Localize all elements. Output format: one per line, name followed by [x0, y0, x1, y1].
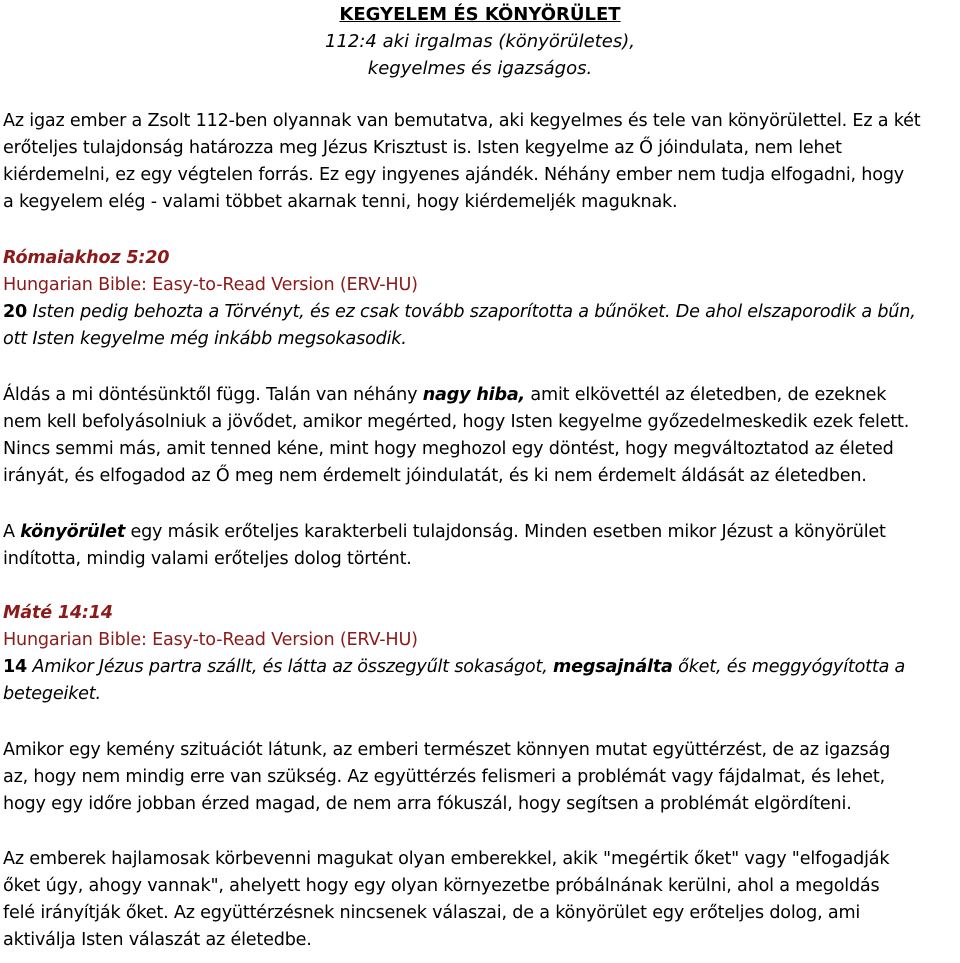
- paragraph-line-4: aktiválja Isten válaszát az életedbe.: [3, 930, 312, 950]
- scripture-reference-romans: [3, 245, 957, 353]
- verse-line-2: betegeiket.: [3, 684, 101, 704]
- scripture-subtitle-line2: kegyelmes és igazságos.: [367, 58, 593, 79]
- paragraph-line-2: az, hogy nem mindig erre van szükség. Az együttérzés felismeri a problémát vagy fájdalmat, és lehet,: [3, 767, 886, 787]
- intro-line-2: erőteljes tulajdonság határozza meg Jézus Krisztust is. Isten kegyelme az Ő jóindulata, nem lehet: [3, 138, 842, 158]
- scripture-reference-matthew: [3, 600, 957, 708]
- bible-version-label: Hungarian Bible: Easy-to-Read Version (ERV-HU): [3, 630, 418, 650]
- text-segment: egy másik erőteljes karakterbeli tulajdonság. Minden esetben mikor Jézust a könyörület: [125, 522, 886, 542]
- verse-text: őket, és meggyógyította a: [672, 657, 906, 677]
- bible-version-label: Hungarian Bible: Easy-to-Read Version (ERV-HU): [3, 275, 418, 295]
- intro-line-4: a kegyelem elég - valami többet akarnak tenni, hogy kiérdemeljék maguknak.: [3, 192, 678, 212]
- page-title: KEGYELEM ÉS KÖNYÖRÜLET: [339, 4, 621, 25]
- paragraph-line-3: hogy egy időre jobban érzed magad, de nem arra fókuszál, hogy segítsen a problémát elgördíteni.: [3, 794, 852, 814]
- paragraph-line-3: Nincs semmi más, amit tenned kéne, mint hogy meghozol egy döntést, hogy megváltoztatod az életed: [3, 439, 894, 459]
- text-segment: Áldás a mi döntésünktől függ. Talán van néhány: [3, 385, 423, 405]
- reference-title: Máté 14:14: [3, 603, 113, 623]
- verse-number: 20: [3, 302, 28, 322]
- paragraph-empathy: [3, 737, 957, 818]
- paragraph-line-2: nem kell befolyásolniuk a jövődet, amikor megérted, hogy Isten kegyelme győzedelmeskedik ezek felett.: [3, 412, 910, 432]
- header: [0, 0, 960, 82]
- scripture-subtitle-line1: 112:4 aki irgalmas (könyörületes),: [325, 31, 635, 52]
- intro-line-1: Az igaz ember a Zsolt 112-ben olyannak van bemutatva, aki kegyelmes és tele van könyörülettel. Ez a két: [3, 111, 921, 131]
- paragraph-compassion: [3, 519, 957, 573]
- paragraph-blessing: [3, 382, 957, 490]
- text-segment: amit elkövettél az életedben, de ezeknek: [525, 385, 887, 405]
- text-segment: A: [3, 522, 21, 542]
- reference-title: Rómaiakhoz 5:20: [3, 248, 170, 268]
- paragraph-line-1: Amikor egy kemény szituációt látunk, az emberi természet könnyen mutat együttérzést, de az igazság: [3, 740, 891, 760]
- emphasis-text: nagy hiba,: [422, 385, 526, 405]
- emphasis-text: könyörület: [20, 522, 126, 542]
- paragraph-line-3: felé irányítják őket. Az együttérzésnek nincsenek válaszai, de a könyörület egy erőteljes dolog, ami: [3, 903, 861, 923]
- paragraph-line-1: [3, 519, 957, 546]
- paragraph-line-1: [3, 382, 957, 409]
- paragraph-line-1: Az emberek hajlamosak körbevenni magukat olyan emberekkel, akik "megértik őket" vagy "elfogadják: [3, 849, 890, 869]
- verse-text: Isten pedig behozta a Törvényt, és ez csak tovább szaporította a bűnöket. De ahol elszaporodik a bűn,: [27, 302, 916, 322]
- verse-line-2: ott Isten kegyelme még inkább megsokasodik.: [3, 329, 407, 349]
- intro-line-3: kiérdemelni, ez egy végtelen forrás. Ez egy ingyenes ajándék. Néhány ember nem tudja elfogadni, hogy: [3, 165, 905, 185]
- verse-text: Amikor Jézus partra szállt, és látta az összegyűlt sokaságot,: [27, 657, 553, 677]
- verse-line-1: [3, 654, 957, 681]
- paragraph-line-4: irányát, és elfogadod az Ő meg nem érdemelt jóindulatát, és ki nem érdemelt áldását az életedben.: [3, 466, 867, 486]
- verse-line-1: [3, 299, 957, 326]
- emphasis-text: megsajnálta: [552, 657, 673, 677]
- intro-paragraph: [3, 108, 957, 216]
- paragraph-line-2: indította, mindig valami erőteljes dolog történt.: [3, 549, 412, 569]
- paragraph-line-2: őket úgy, ahogy vannak", ahelyett hogy egy olyan környezetbe próbálnának kerülni, ahol a megoldás: [3, 876, 880, 896]
- paragraph-surroundings: [3, 846, 957, 954]
- verse-number: 14: [3, 657, 28, 677]
